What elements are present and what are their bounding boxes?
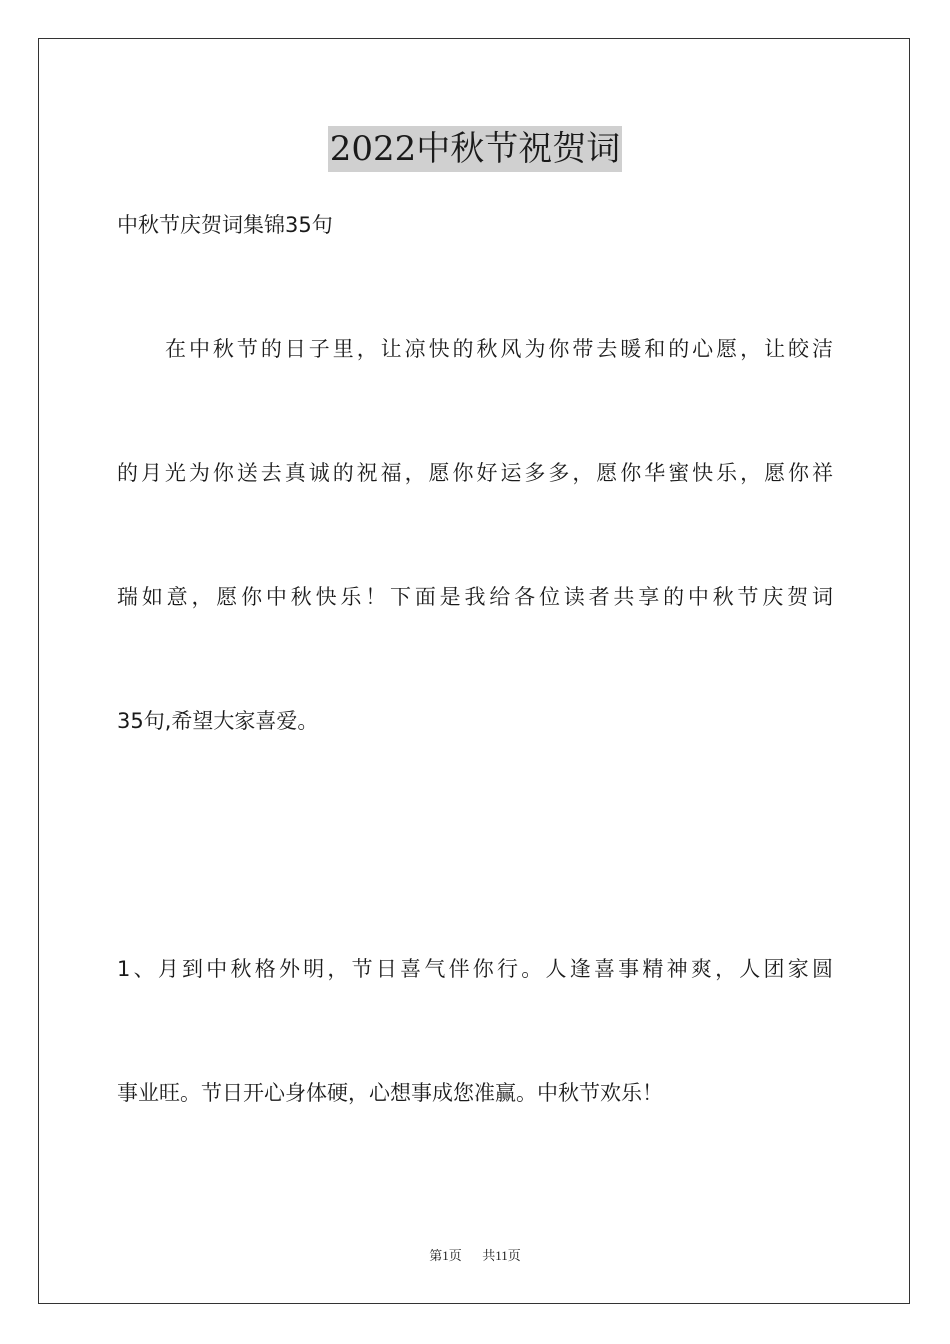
intro-line-2: 的月光为你送去真诚的祝福，愿你好运多多，愿你华蜜快乐，愿你祥 — [117, 461, 833, 485]
intro-line-4: 35句,希望大家喜爱。 — [117, 709, 319, 733]
document-subtitle: 中秋节庆贺词集锦35句 — [117, 213, 333, 237]
item1-line-2: 事业旺。节日开心身体硬，心想事成您准赢。中秋节欢乐！ — [117, 1081, 663, 1105]
title-container — [0, 126, 950, 172]
intro-line-1: 在中秋节的日子里，让凉快的秋风为你带去暖和的心愿，让皎洁 — [165, 337, 833, 361]
document-title: 2022中秋节祝贺词 — [328, 126, 623, 172]
intro-line-3: 瑞如意，愿你中秋快乐！下面是我给各位读者共享的中秋节庆贺词 — [117, 585, 833, 609]
page-number: 第1页 — [429, 1248, 462, 1263]
page-footer — [0, 1247, 950, 1265]
page-total: 共11页 — [482, 1248, 521, 1263]
item1-line-1: 1、月到中秋格外明，节日喜气伴你行。人逢喜事精神爽，人团家圆 — [117, 957, 833, 981]
